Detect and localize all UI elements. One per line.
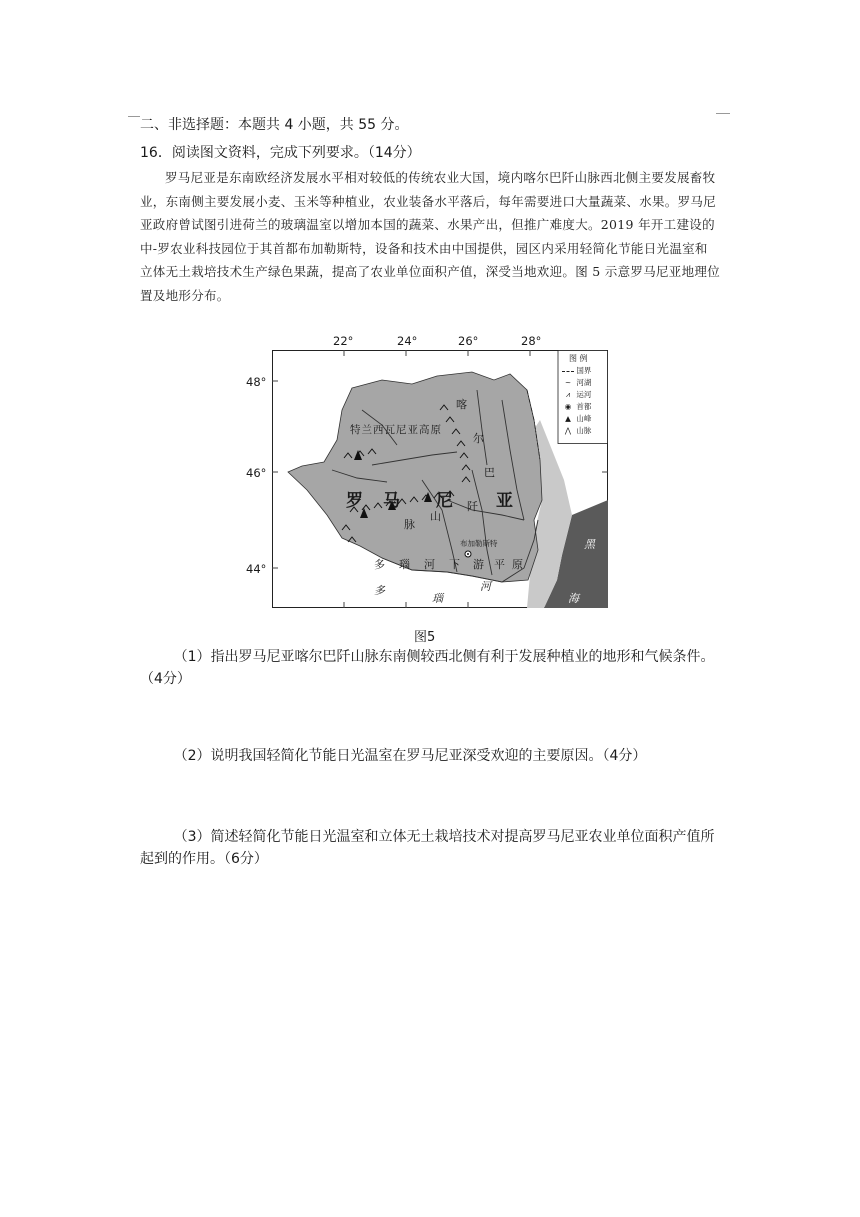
- question-passage: 罗马尼亚是东南欧经济发展水平相对较低的传统农业大国，境内喀尔巴阡山脉西北侧主要发展畜牧业，东南侧主要发展小麦、玉米等种植业，农业装备水平落后，每年需要进口大量蔬菜、水果。罗马尼亚政府曾试图引进荷兰的玻璃温室以增加本国的蔬菜、水果产出，但推广难度大。2019 年开工建设的中-罗农业科技园位于其首都布加勒斯特，设备和技术由中国提供，园区内采用轻简化节能日光温室和立体无土栽培技术生产绿色果蔬，提高了农业单位面积产值，深受当地欢迎。图 5 示意罗马尼亚地理位置及地形分布。: [140, 170, 721, 303]
- section-title: 二、非选择题：本题共 4 小题，共 55 分。: [140, 117, 409, 133]
- lon-label-26: 26°: [458, 334, 479, 348]
- legend-item-border: [562, 365, 591, 376]
- sea-char-2: 海: [568, 592, 579, 605]
- corner-mark-left: [128, 116, 140, 117]
- legend-title: 图 例: [569, 354, 588, 363]
- plateau-label: 特兰西瓦尼亚高原: [350, 424, 442, 436]
- plain-char-2: 瑙: [399, 558, 410, 571]
- corner-mark-right: [716, 113, 730, 114]
- figure-caption: 图5: [414, 630, 436, 645]
- legend-item-canal: [562, 389, 591, 400]
- country-char-1: 罗: [346, 491, 363, 511]
- mountain-char-ka: 喀: [456, 398, 467, 411]
- legend-label-peak: 山峰: [576, 414, 592, 423]
- sub-question-2: （2）说明我国轻简化节能日光温室在罗马尼亚深受欢迎的主要原因。（4分）: [173, 748, 647, 764]
- mountain-range-icon: ⋀: [564, 426, 572, 435]
- country-char-2: 马: [383, 491, 400, 511]
- plain-char-3: 河: [424, 558, 435, 571]
- river-char-3: 河: [480, 580, 491, 593]
- legend-item-river: [562, 377, 591, 388]
- mountain-char-shan: 山: [430, 510, 441, 523]
- lat-label-44: 44°: [246, 562, 267, 576]
- lon-label-22: 22°: [333, 334, 354, 348]
- legend-item-capital: [562, 401, 591, 412]
- country-char-4: 亚: [496, 491, 513, 511]
- canal-icon: ⩘: [565, 390, 571, 399]
- border-line-icon: [562, 371, 574, 372]
- mountain-char-er: 尔: [473, 432, 484, 445]
- capital-label: 布加勒斯特: [460, 539, 498, 548]
- mountain-char-ba: 巴: [484, 466, 495, 479]
- sea-char-1: 黑: [584, 538, 595, 551]
- lon-label-24: 24°: [397, 334, 418, 348]
- question-title: 16．阅读图文资料，完成下列要求。（14分）: [140, 145, 421, 161]
- sub-question-1: （1）指出罗马尼亚喀尔巴阡山脉东南侧较西北侧有利于发展种植业的地形和气候条件。（4分）: [140, 649, 715, 687]
- plain-char-7: 原: [512, 558, 523, 571]
- lon-label-28: 28°: [521, 334, 542, 348]
- mountain-char-mai: 脉: [404, 518, 415, 531]
- mountain-char-qian: 阡: [467, 500, 478, 513]
- sub-question-3: （3）简述轻简化节能日光温室和立体无土栽培技术对提高罗马尼亚农业单位面积产值所起到的作用。（6分）: [140, 829, 715, 867]
- legend-label-border: 国界: [576, 366, 592, 375]
- plain-char-4: 下: [449, 558, 460, 571]
- country-char-3: 尼: [436, 491, 453, 511]
- legend-label-mountain: 山脉: [576, 426, 592, 435]
- lat-label-46: 46°: [246, 466, 267, 480]
- legend-item-peak: [562, 413, 591, 424]
- river-char-2: 瑙: [432, 592, 443, 605]
- legend-label-river: 河湖: [576, 378, 592, 387]
- plain-char-5: 游: [473, 558, 484, 571]
- romania-map: [272, 350, 608, 608]
- peak-icon: ▲: [565, 414, 571, 423]
- legend-label-canal: 运河: [576, 390, 592, 399]
- river-icon: ~: [564, 378, 572, 387]
- plain-char-6: 平: [494, 558, 505, 571]
- lat-label-48: 48°: [246, 375, 267, 389]
- legend-label-capital: 首都: [576, 402, 592, 411]
- capital-icon: ◉: [564, 402, 572, 411]
- river-char-1: 多: [374, 584, 385, 597]
- plain-char-1: 多: [374, 558, 385, 571]
- legend-item-mountain: [562, 425, 591, 436]
